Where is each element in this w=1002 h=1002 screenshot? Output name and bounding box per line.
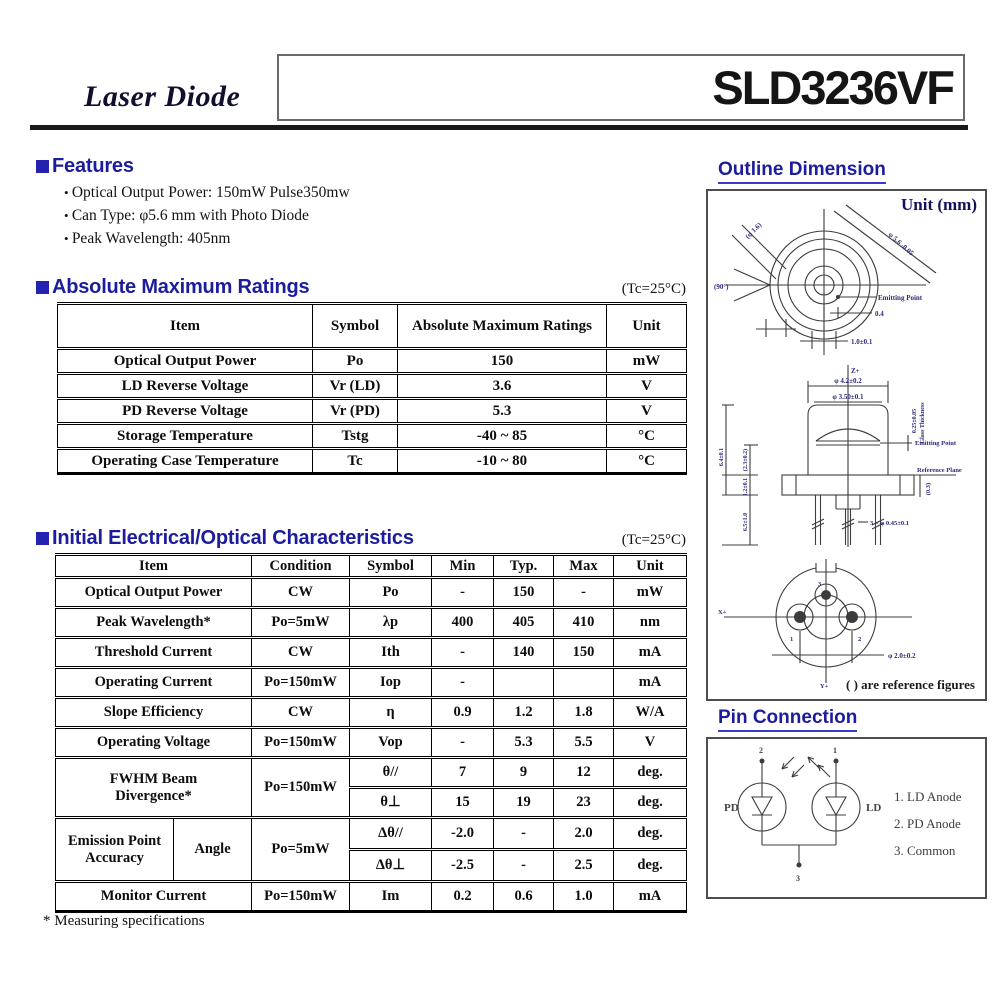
cell-condition: Po=150mW <box>252 882 350 912</box>
cell-symbol: Δθ⊥ <box>350 850 432 882</box>
cell-symbol: Po <box>350 578 432 608</box>
reference-note: ( ) are reference figures <box>846 677 975 692</box>
col-header-symbol: Symbol <box>313 304 398 349</box>
outline-dimension-box <box>706 189 987 701</box>
side-flange-thickness-label: 1.2±0.1 <box>743 477 749 497</box>
cell-symbol: Iop <box>350 668 432 698</box>
feature-item: • Optical Output Power: 150mW Pulse350mw <box>64 181 350 204</box>
side-pin-length-label: 6.5±1.0 <box>743 512 749 532</box>
cell-symbol: Ith <box>350 638 432 668</box>
cell-symbol: Tstg <box>313 424 398 449</box>
cell-typ <box>494 668 554 698</box>
side-glass-thickness-label: Glass Thickness <box>920 402 926 444</box>
side-view-drawing <box>712 361 982 551</box>
bottom-view-drawing <box>716 553 970 689</box>
legend-item: 1. LD Anode <box>894 789 962 804</box>
cell-min: 0.9 <box>432 698 494 728</box>
cell-typ: 150 <box>494 578 554 608</box>
cell-symbol: λp <box>350 608 432 638</box>
cell-item: Threshold Current <box>56 638 252 668</box>
table-header-row <box>56 555 687 578</box>
cell-symbol: Po <box>313 349 398 374</box>
cell-item: Optical Output Power <box>58 349 313 374</box>
table-row <box>58 449 687 474</box>
cell-symbol: θ⊥ <box>350 788 432 818</box>
outline-heading: Outline Dimension <box>718 159 886 184</box>
bottom-pin2-number: 2 <box>858 636 862 643</box>
cell-max: 2.0 <box>554 818 614 850</box>
side-pin-dia-label: 3 × φ 0.45±0.1 <box>870 520 909 527</box>
cell-item: Operating Case Temperature <box>58 449 313 474</box>
pin-connection-heading: Pin Connection <box>718 707 857 732</box>
cell-condition: Po=5mW <box>252 818 350 882</box>
table-row <box>56 578 687 608</box>
cell-item: PD Reverse Voltage <box>58 399 313 424</box>
col-header-condition: Condition <box>252 555 350 578</box>
cell-max: - <box>554 578 614 608</box>
cell-condition: CW <box>252 638 350 668</box>
col-header-unit: Unit <box>614 555 687 578</box>
table-row <box>58 349 687 374</box>
cell-unit: °C <box>607 424 687 449</box>
table-row <box>56 728 687 758</box>
cell-min: 0.2 <box>432 882 494 912</box>
cell-item-sub: Angle <box>174 818 252 882</box>
col-header-max: Max <box>554 555 614 578</box>
cell-unit: deg. <box>614 788 687 818</box>
cell-typ: 19 <box>494 788 554 818</box>
pd-pin-number: 2 <box>759 746 763 755</box>
cell-typ: 1.2 <box>494 698 554 728</box>
side-window-dia-label: φ 3.50±0.1 <box>832 393 864 401</box>
ld-pin-number: 1 <box>833 746 837 755</box>
cell-value: -10 ~ 80 <box>398 449 607 474</box>
cell-condition: CW <box>252 698 350 728</box>
cell-max: 410 <box>554 608 614 638</box>
table-row <box>58 424 687 449</box>
cell-min: - <box>432 668 494 698</box>
cell-symbol: Tc <box>313 449 398 474</box>
cell-item-text: FWHM Beam Divergence* <box>109 770 198 804</box>
cell-min: - <box>432 638 494 668</box>
header-rule <box>30 125 968 130</box>
features-list <box>64 181 350 250</box>
cell-symbol: Vop <box>350 728 432 758</box>
cell-item: Operating Voltage <box>56 728 252 758</box>
cell-item: LD Reverse Voltage <box>58 374 313 399</box>
front-view-drawing <box>712 203 976 361</box>
cell-unit: mW <box>614 578 687 608</box>
cell-max <box>554 668 614 698</box>
cell-unit: mA <box>614 668 687 698</box>
col-header-item: Item <box>58 304 313 349</box>
doc-type-title: Laser Diode <box>84 80 241 113</box>
col-header-symbol: Symbol <box>350 555 432 578</box>
cell-item: Slope Efficiency <box>56 698 252 728</box>
table-row <box>56 818 687 850</box>
bottom-y-axis-label: Y+ <box>820 683 829 689</box>
feature-item: • Can Type: φ5.6 mm with Photo Diode <box>64 204 350 227</box>
side-emitting-point-label: Emitting Point <box>915 440 956 447</box>
feature-item: • Peak Wavelength: 405nm <box>64 227 350 250</box>
front-offset-label: 0.4 <box>875 310 884 318</box>
front-angle-label: (90°) <box>714 283 729 291</box>
characteristics-table <box>55 553 687 913</box>
col-header-unit: Unit <box>607 304 687 349</box>
page-footnote: * Measuring specifications <box>43 913 205 929</box>
side-total-height-label: 6.4±0.1 <box>719 447 725 467</box>
side-reference-plane-label: Reference Plane <box>917 467 962 474</box>
legend-item: 2. PD Anode <box>894 816 961 831</box>
pd-label: PD <box>724 802 739 814</box>
cell-item <box>56 758 252 818</box>
cell-condition: CW <box>252 578 350 608</box>
cell-unit: mA <box>614 638 687 668</box>
table-row <box>56 608 687 638</box>
cell-value: 5.3 <box>398 399 607 424</box>
characteristics-heading-label: Initial Electrical/Optical Characteristics <box>52 527 414 549</box>
cell-item: Optical Output Power <box>56 578 252 608</box>
cell-unit: deg. <box>614 850 687 882</box>
table-row <box>56 638 687 668</box>
col-header-item: Item <box>56 555 252 578</box>
pin-legend <box>894 783 962 864</box>
square-bullet-icon <box>36 160 49 173</box>
cell-item: Peak Wavelength* <box>56 608 252 638</box>
side-pin-offset-label: (0.3) <box>925 482 932 496</box>
abs-max-condition: (Tc=25°C) <box>621 281 686 297</box>
cell-min: 400 <box>432 608 494 638</box>
cell-max: 1.0 <box>554 882 614 912</box>
front-emitting-point-label: Emitting Point <box>878 294 923 302</box>
pin-connection-drawing <box>714 743 890 893</box>
side-glass-thickness-value: 0.25±0.05 <box>912 408 918 434</box>
cell-unit: mW <box>607 349 687 374</box>
features-heading <box>36 155 134 178</box>
cell-unit: °C <box>607 449 687 474</box>
cell-max: 23 <box>554 788 614 818</box>
cell-min: - <box>432 728 494 758</box>
side-cap-dia-label: φ 4.2±0.2 <box>834 377 862 385</box>
cell-condition: Po=5mW <box>252 608 350 638</box>
cell-value: 150 <box>398 349 607 374</box>
table-row <box>58 399 687 424</box>
front-pitch-label: 1.0±0.1 <box>851 338 873 346</box>
part-number-box <box>277 54 965 121</box>
cell-item: Monitor Current <box>56 882 252 912</box>
legend-item: 3. Common <box>894 843 956 858</box>
cell-condition: Po=150mW <box>252 728 350 758</box>
cell-condition: Po=150mW <box>252 668 350 698</box>
col-header-min: Min <box>432 555 494 578</box>
abs-max-heading <box>36 276 309 299</box>
cell-unit: deg. <box>614 818 687 850</box>
cell-typ: - <box>494 818 554 850</box>
front-body-dia-label: φ 5.6 -0.05 <box>886 230 916 258</box>
square-bullet-icon <box>36 532 49 545</box>
bottom-pin3-number: 3 <box>818 581 822 588</box>
table-row <box>56 882 687 912</box>
cell-typ: 140 <box>494 638 554 668</box>
cell-item: Operating Current <box>56 668 252 698</box>
bottom-x-axis-label: X+ <box>718 609 727 616</box>
cell-unit: V <box>614 728 687 758</box>
cell-unit: nm <box>614 608 687 638</box>
cell-typ: 5.3 <box>494 728 554 758</box>
side-cap-height-label: (2.3±0.2) <box>743 448 749 472</box>
characteristics-heading <box>36 527 414 550</box>
cell-max: 2.5 <box>554 850 614 882</box>
cell-value: -40 ~ 85 <box>398 424 607 449</box>
common-pin-number: 3 <box>796 874 800 883</box>
cell-symbol: Im <box>350 882 432 912</box>
part-number: SLD3236VF <box>712 61 953 114</box>
cell-unit: mA <box>614 882 687 912</box>
cell-unit: V <box>607 399 687 424</box>
side-z-axis-label: Z+ <box>851 367 860 375</box>
square-bullet-icon <box>36 281 49 294</box>
table-header-row <box>58 304 687 349</box>
cell-min: -2.5 <box>432 850 494 882</box>
abs-max-heading-label: Absolute Maximum Ratings <box>52 276 310 298</box>
cell-unit: deg. <box>614 758 687 788</box>
cell-min: 7 <box>432 758 494 788</box>
cell-condition: Po=150mW <box>252 758 350 818</box>
table-row <box>56 698 687 728</box>
cell-item: Storage Temperature <box>58 424 313 449</box>
cell-max: 5.5 <box>554 728 614 758</box>
pin-connection-box <box>706 737 987 899</box>
cell-max: 150 <box>554 638 614 668</box>
cell-symbol: Vr (LD) <box>313 374 398 399</box>
front-window-dia-label: (φ 1.6) <box>743 220 764 241</box>
cell-typ: 0.6 <box>494 882 554 912</box>
cell-value: 3.6 <box>398 374 607 399</box>
cell-max: 12 <box>554 758 614 788</box>
cell-symbol: η <box>350 698 432 728</box>
cell-typ: 405 <box>494 608 554 638</box>
cell-unit: W/A <box>614 698 687 728</box>
table-row <box>56 668 687 698</box>
cell-min: -2.0 <box>432 818 494 850</box>
bottom-pin-circle-dia-label: φ 2.0±0.2 <box>888 652 916 660</box>
characteristics-condition: (Tc=25°C) <box>621 532 686 548</box>
cell-min: 15 <box>432 788 494 818</box>
abs-max-table <box>57 302 687 475</box>
bottom-pin1-number: 1 <box>790 636 794 643</box>
cell-typ: - <box>494 850 554 882</box>
unit-label: Unit (mm) <box>900 195 977 214</box>
cell-symbol: θ// <box>350 758 432 788</box>
cell-min: - <box>432 578 494 608</box>
table-row <box>56 758 687 788</box>
features-heading-label: Features <box>52 155 134 177</box>
cell-symbol: Vr (PD) <box>313 399 398 424</box>
ld-label: LD <box>866 802 882 814</box>
cell-item: Emission Point Accuracy <box>56 818 174 882</box>
col-header-typ: Typ. <box>494 555 554 578</box>
cell-max: 1.8 <box>554 698 614 728</box>
col-header-value: Absolute Maximum Ratings <box>398 304 607 349</box>
table-row <box>58 374 687 399</box>
cell-symbol: Δθ// <box>350 818 432 850</box>
cell-unit: V <box>607 374 687 399</box>
cell-typ: 9 <box>494 758 554 788</box>
